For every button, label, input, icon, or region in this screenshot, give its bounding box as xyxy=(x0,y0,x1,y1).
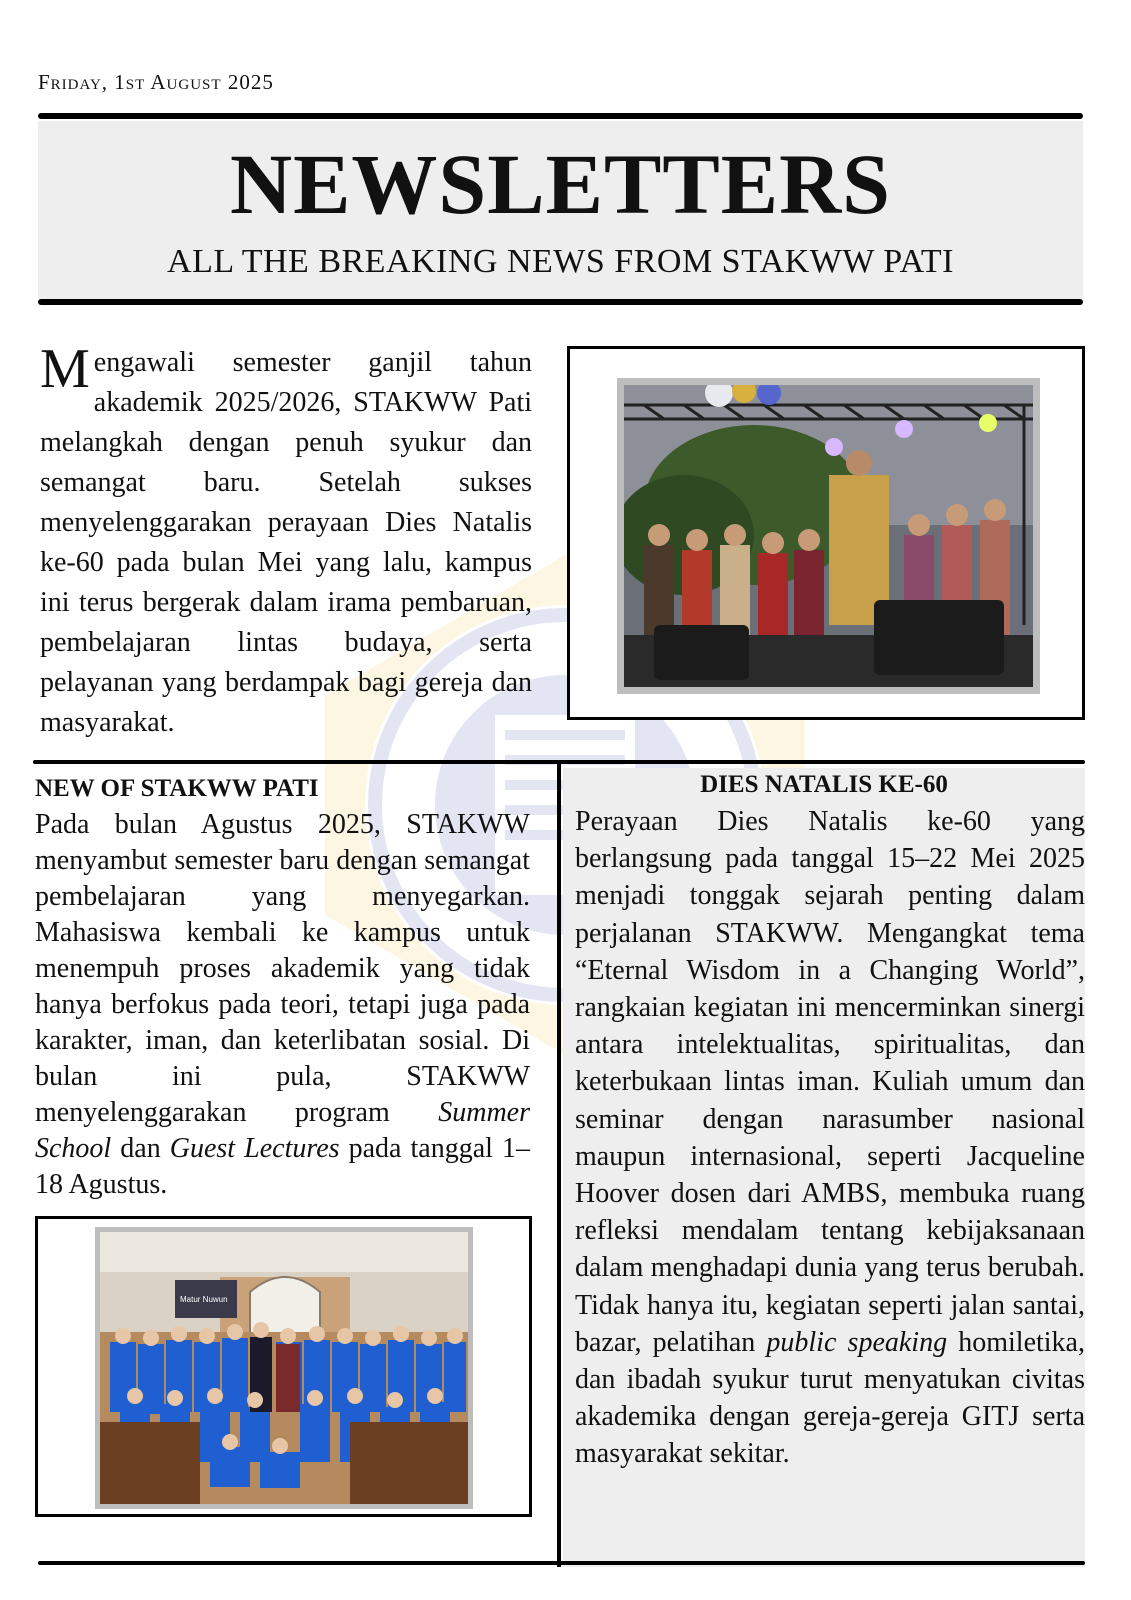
column-divider xyxy=(557,762,561,1567)
right-article-body xyxy=(575,803,1085,1473)
intro-paragraph xyxy=(40,338,532,743)
masthead-top-rule xyxy=(38,113,1083,119)
right-article-text-1: Perayaan Dies Natalis ke-60 yang berlangsung pada tanggal 15–22 Mei 2025 menjadi tonggak sejarah penting dalam perjalanan STAKWW. Mengangkat tema “Eternal Wisdom in a Changing World”, rangkaian kegiatan ini mencerminkan sinergi antara intelektualitas, spiritualitas, dan keterbukaan lintas iman. Kuliah umum dan seminar dengan narasumber nasional maupun internasional, seperti Jacqueline Hoover dosen dari AMBS, membuka ruang refleksi mendalam tentang kebijaksanaan dalam menghadapi dunia yang terus berubah. Tidak hanya itu, kegiatan seperti jalan santai, bazar, pelatihan xyxy=(575,806,1085,1358)
left-article-text-1: Pada bulan Agustus 2025, STAKWW menyambut semester baru dengan semangat pembelajaran yang menyegarkan. Mahasiswa kembali ke kampus untuk menempuh proses akademik yang tidak hanya berfokus pada teori, tetapi juga pada karakter, iman, dan keterlibatan sosial. Di bulan ini pula, STAKWW menyelenggarakan program xyxy=(35,809,530,1128)
footer-rule xyxy=(38,1561,1085,1565)
left-article-text-2: dan xyxy=(111,1133,170,1164)
choir-performance-photo xyxy=(624,385,1033,687)
intro-text: engawali semester ganjil tahun akademik 2025/2026, STAKWW Pati melangkah dengan penuh syukur dan semangat baru. Setelah sukses menyelenggarakan perayaan Dies Natalis ke-60 pada bulan Mei yang lalu, kampus ini terus bergerak dalam irama pembaruan, pembelajaran lintas budaya, serta pelayanan yang berdampak bagi gereja dan masyarakat. xyxy=(40,347,532,738)
group-photo xyxy=(100,1232,468,1504)
left-article-body xyxy=(35,807,530,1203)
issue-date: Friday, 1st August 2025 xyxy=(38,70,274,94)
right-article-em-1: public speaking xyxy=(766,1326,948,1358)
choir-photo-border xyxy=(617,378,1040,694)
choir-photo-frame xyxy=(567,346,1085,720)
left-article-em-1: Summer School xyxy=(35,1097,530,1164)
banner-text: Matur Nuwun xyxy=(180,1295,228,1304)
left-article-heading: NEW OF STAKWW PATI xyxy=(35,775,319,802)
right-article-heading: DIES NATALIS KE-60 xyxy=(700,771,948,798)
right-article-text-2: homiletika, dan ibadah syukur turut menyatukan civitas akademika dengan gereja-gereja GITJ serta masyarakat sekitar. xyxy=(575,1326,1085,1470)
masthead-bottom-rule xyxy=(38,299,1083,305)
group-photo-border xyxy=(95,1227,473,1509)
left-article-em-2: Guest Lectures xyxy=(169,1133,340,1164)
intro-dropcap: M xyxy=(40,338,90,400)
newsletter-subtitle: ALL THE BREAKING NEWS FROM STAKWW PATI xyxy=(167,243,954,280)
left-article-text-3: pada tanggal 1–18 Agustus. xyxy=(35,1133,530,1200)
masthead xyxy=(38,121,1083,299)
group-photo-frame xyxy=(35,1216,532,1517)
newsletter-title: NEWSLETTERS xyxy=(229,136,892,232)
